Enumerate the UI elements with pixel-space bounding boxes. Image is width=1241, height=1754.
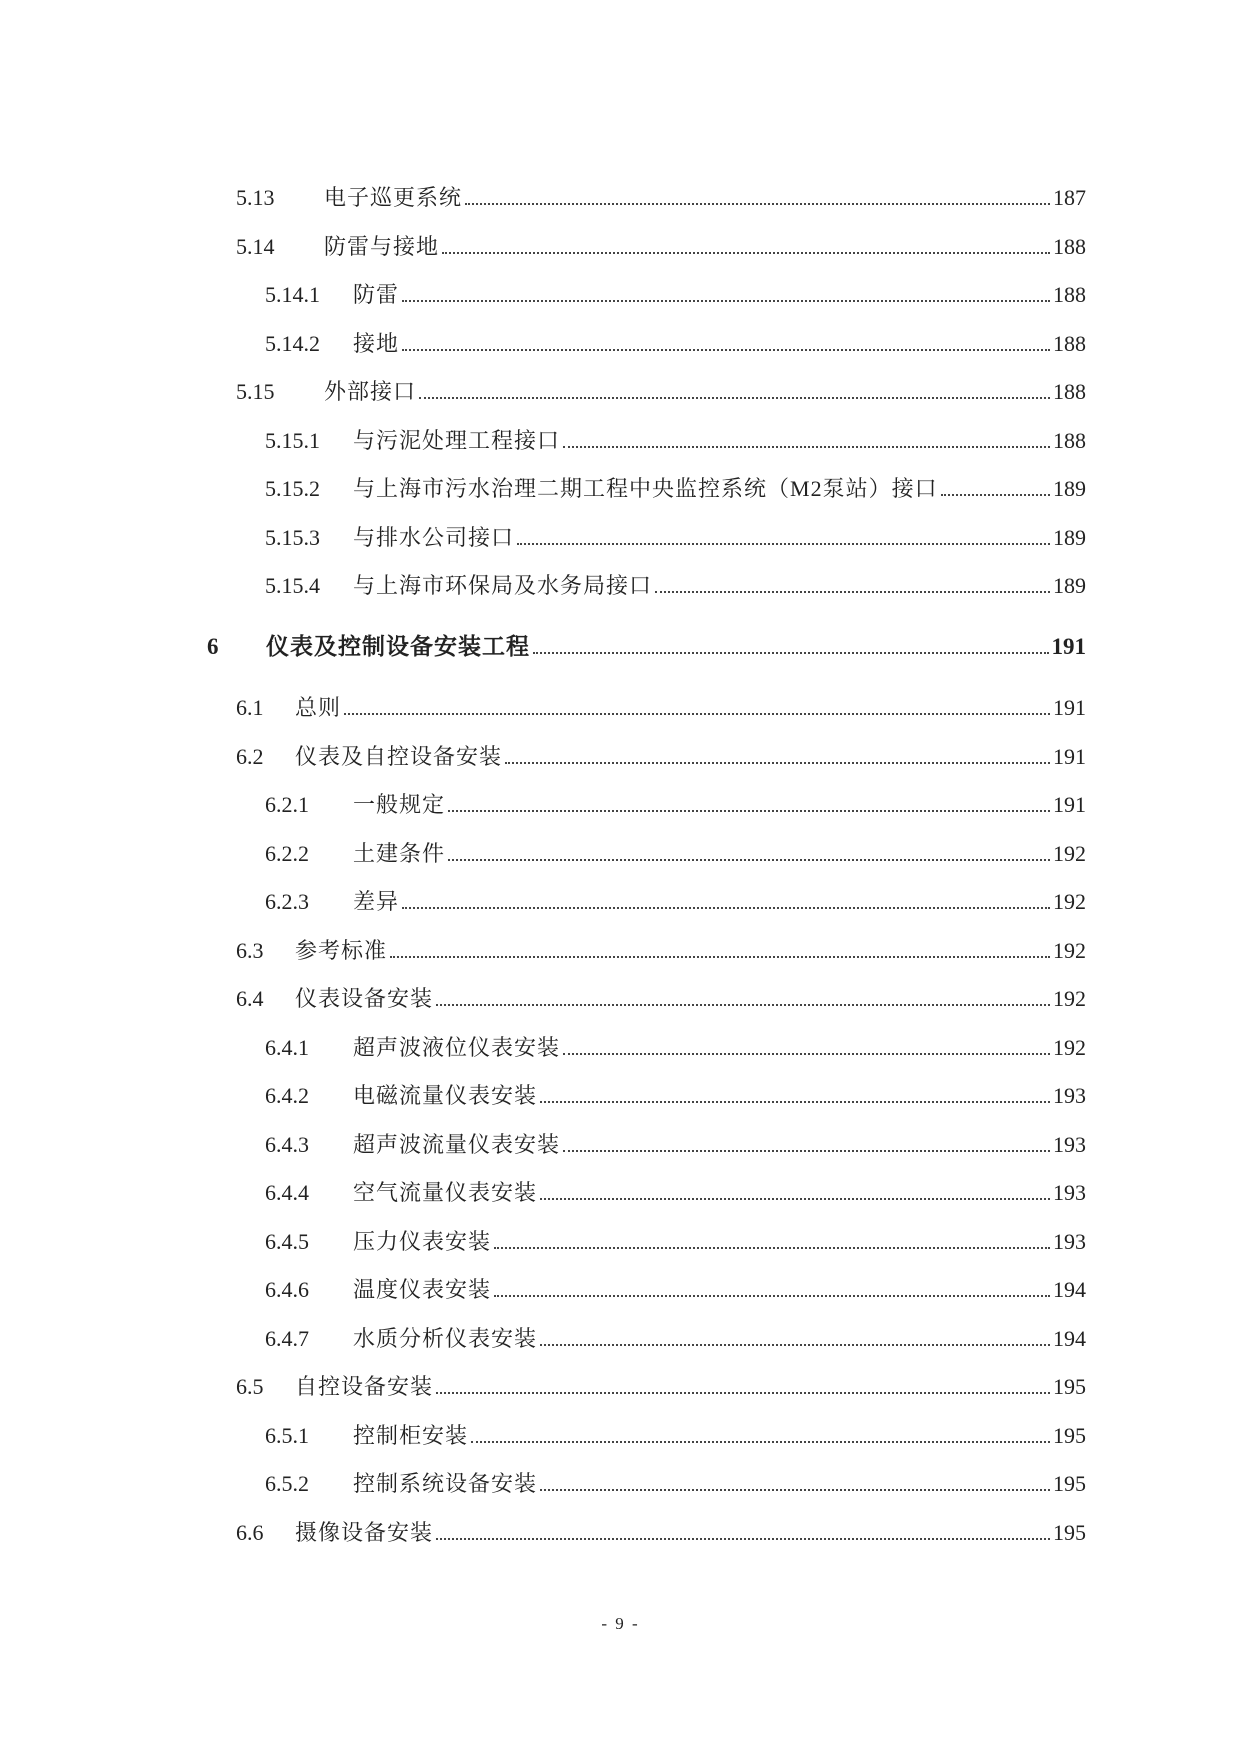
toc-entry-number: 5.14.2: [265, 331, 320, 356]
toc-dot-leader: [563, 445, 1050, 448]
toc-entry-page: 191: [1053, 695, 1086, 720]
toc-dot-leader: [436, 1537, 1050, 1540]
toc-entry: [265, 1318, 1086, 1354]
toc-entry-number: 5.15: [236, 379, 275, 404]
toc-entry: [265, 833, 1086, 869]
toc-dot-leader: [402, 299, 1050, 302]
toc-entry-number: 6.3: [236, 938, 264, 963]
toc-entry: [265, 420, 1086, 456]
toc-entry-page: 193: [1053, 1083, 1086, 1108]
toc-entry-title: 超声波流量仪表安装: [353, 1132, 561, 1157]
toc-entry-title: 电子巡更系统: [324, 185, 463, 210]
toc-chapter-entry: [207, 626, 1086, 662]
toc-entry-number: 6.2.2: [265, 841, 309, 866]
toc-dot-leader: [517, 542, 1050, 545]
toc-entry-number: 6.5.1: [265, 1423, 309, 1448]
toc-entry-number: 5.14.1: [265, 282, 320, 307]
toc-entry-number: 5.15.3: [265, 525, 320, 550]
toc-dot-leader: [494, 1294, 1050, 1297]
toc-entry-title: 温度仪表安装: [353, 1277, 492, 1302]
toc-entry-number: 6.4.3: [265, 1132, 309, 1157]
toc-dot-leader: [941, 493, 1050, 496]
toc-entry-title: 防雷与接地: [324, 234, 440, 259]
toc-dot-leader: [563, 1149, 1050, 1152]
toc-entry-number: 6.1: [236, 695, 264, 720]
toc-entry: [236, 736, 1086, 772]
toc-dot-leader: [471, 1440, 1050, 1443]
toc-entry: [236, 371, 1086, 407]
toc-entry: [265, 565, 1086, 601]
toc-entry-number: 6.6: [236, 1520, 264, 1545]
toc-entry: [265, 517, 1086, 553]
toc-entry-page: 192: [1053, 986, 1086, 1011]
toc-dot-leader: [390, 955, 1050, 958]
toc-entry-number: 6.4.2: [265, 1083, 309, 1108]
toc-entry-title: 防雷: [353, 282, 400, 307]
toc-entry-number: 6.5.2: [265, 1471, 309, 1496]
toc-dot-leader: [436, 1003, 1050, 1006]
toc-entry-page: 192: [1053, 889, 1086, 914]
toc-entry: [265, 274, 1086, 310]
toc-entry-title: 与排水公司接口: [353, 525, 515, 550]
toc-entry-page: 188: [1053, 379, 1086, 404]
toc-entry: [265, 468, 1086, 504]
toc-entry-number: 6: [207, 634, 219, 659]
toc-entry-title: 压力仪表安装: [353, 1229, 492, 1254]
toc-entry: [265, 1269, 1086, 1305]
toc-dot-leader: [419, 396, 1050, 399]
toc-entry: [265, 1463, 1086, 1499]
toc-entry-title: 差异: [353, 889, 400, 914]
toc-entry-number: 6.4.6: [265, 1277, 309, 1302]
toc-entry-page: 192: [1053, 938, 1086, 963]
toc-entry-number: 6.4.5: [265, 1229, 309, 1254]
toc-entry-title: 接地: [353, 331, 400, 356]
toc-entry: [265, 1221, 1086, 1257]
toc-dot-leader: [563, 1052, 1050, 1055]
toc-entry-page: 193: [1053, 1229, 1086, 1254]
toc-entry: [265, 323, 1086, 359]
toc-entry-number: 6.4.7: [265, 1326, 309, 1351]
toc-entry-number: 5.14: [236, 234, 275, 259]
toc-entry: [236, 1366, 1086, 1402]
toc-entry-title: 与污泥处理工程接口: [353, 428, 561, 453]
toc-entry-title: 控制系统设备安装: [353, 1471, 538, 1496]
toc-entry-page: 194: [1053, 1277, 1086, 1302]
toc-dot-leader: [436, 1391, 1050, 1394]
toc-dot-leader: [494, 1246, 1050, 1249]
toc-entry: [265, 1027, 1086, 1063]
toc-entry-page: 193: [1053, 1180, 1086, 1205]
toc-entry-title: 控制柜安装: [353, 1423, 469, 1448]
toc-entry-page: 191: [1053, 792, 1086, 817]
toc-entry-number: 6.4: [236, 986, 264, 1011]
toc-entry-page: 189: [1053, 525, 1086, 550]
toc-entry: [265, 881, 1086, 917]
toc-entry-title: 仪表及控制设备安装工程: [266, 634, 530, 659]
toc-entry: [236, 1512, 1086, 1548]
toc-entry-page: 188: [1053, 282, 1086, 307]
toc-dot-leader: [448, 809, 1050, 812]
toc-entry: [236, 978, 1086, 1014]
toc-entry-page: 192: [1053, 1035, 1086, 1060]
toc-entry-page: 191: [1051, 634, 1086, 659]
toc-entry-title: 总则: [295, 695, 342, 720]
toc-entry-title: 外部接口: [324, 379, 417, 404]
toc-entry-title: 与上海市污水治理二期工程中央监控系统（M2泵站）接口: [353, 476, 938, 501]
toc-entry: [265, 1075, 1086, 1111]
toc-entry-page: 193: [1053, 1132, 1086, 1157]
toc-entry-title: 土建条件: [353, 841, 446, 866]
toc-entry-number: 6.5: [236, 1374, 264, 1399]
toc-entry-number: 5.13: [236, 185, 275, 210]
toc-entry-page: 187: [1053, 185, 1086, 210]
toc-entry: [265, 1124, 1086, 1160]
toc-entry-number: 6.2.1: [265, 792, 309, 817]
toc-dot-leader: [505, 761, 1050, 764]
toc-entry: [236, 930, 1086, 966]
toc-entry-title: 一般规定: [353, 792, 446, 817]
toc-dot-leader: [540, 1343, 1050, 1346]
toc-dot-leader: [655, 590, 1050, 593]
toc-entry: [236, 226, 1086, 262]
toc-entry-number: 5.15.4: [265, 573, 320, 598]
toc-entry-page: 188: [1053, 331, 1086, 356]
toc-entry-page: 194: [1053, 1326, 1086, 1351]
toc-entry-page: 188: [1053, 428, 1086, 453]
toc-entry-title: 水质分析仪表安装: [353, 1326, 538, 1351]
toc-entry-page: 195: [1053, 1423, 1086, 1448]
toc-entry-title: 超声波液位仪表安装: [353, 1035, 561, 1060]
toc-entry-title: 空气流量仪表安装: [353, 1180, 538, 1205]
toc-dot-leader: [533, 651, 1049, 654]
toc-entry: [265, 784, 1086, 820]
toc-entry-number: 6.2.3: [265, 889, 309, 914]
toc-entry-title: 自控设备安装: [295, 1374, 434, 1399]
toc-entry: [236, 687, 1086, 723]
toc-entry-number: 6.2: [236, 744, 264, 769]
toc-dot-leader: [540, 1197, 1050, 1200]
toc-dot-leader: [465, 202, 1050, 205]
toc-entry-title: 摄像设备安装: [295, 1520, 434, 1545]
toc-dot-leader: [402, 906, 1050, 909]
toc-entry-page: 189: [1053, 476, 1086, 501]
toc-entry-page: 189: [1053, 573, 1086, 598]
toc-dot-leader: [540, 1100, 1050, 1103]
toc-entry-page: 191: [1053, 744, 1086, 769]
toc-entry-page: 195: [1053, 1374, 1086, 1399]
toc-entry-title: 仪表设备安装: [295, 986, 434, 1011]
toc-dot-leader: [540, 1488, 1050, 1491]
toc-dot-leader: [402, 348, 1050, 351]
toc-entry-page: 195: [1053, 1471, 1086, 1496]
toc-entry: [265, 1415, 1086, 1451]
toc-dot-leader: [448, 858, 1050, 861]
toc-entry-number: 6.4.4: [265, 1180, 309, 1205]
toc-entry-page: 195: [1053, 1520, 1086, 1545]
toc-entry-number: 5.15.1: [265, 428, 320, 453]
toc-entry-title: 仪表及自控设备安装: [295, 744, 503, 769]
toc-entry: [265, 1172, 1086, 1208]
toc-entry-number: 6.4.1: [265, 1035, 309, 1060]
toc-dot-leader: [344, 712, 1050, 715]
page-number: - 9 -: [601, 1614, 640, 1633]
toc-entry-number: 5.15.2: [265, 476, 320, 501]
toc-dot-leader: [442, 251, 1050, 254]
toc-entry-page: 192: [1053, 841, 1086, 866]
toc-entry-page: 188: [1053, 234, 1086, 259]
toc-entry-title: 电磁流量仪表安装: [353, 1083, 538, 1108]
toc-entry: [236, 177, 1086, 213]
toc-entry-title: 参考标准: [295, 938, 388, 963]
toc-entry-title: 与上海市环保局及水务局接口: [353, 573, 653, 598]
